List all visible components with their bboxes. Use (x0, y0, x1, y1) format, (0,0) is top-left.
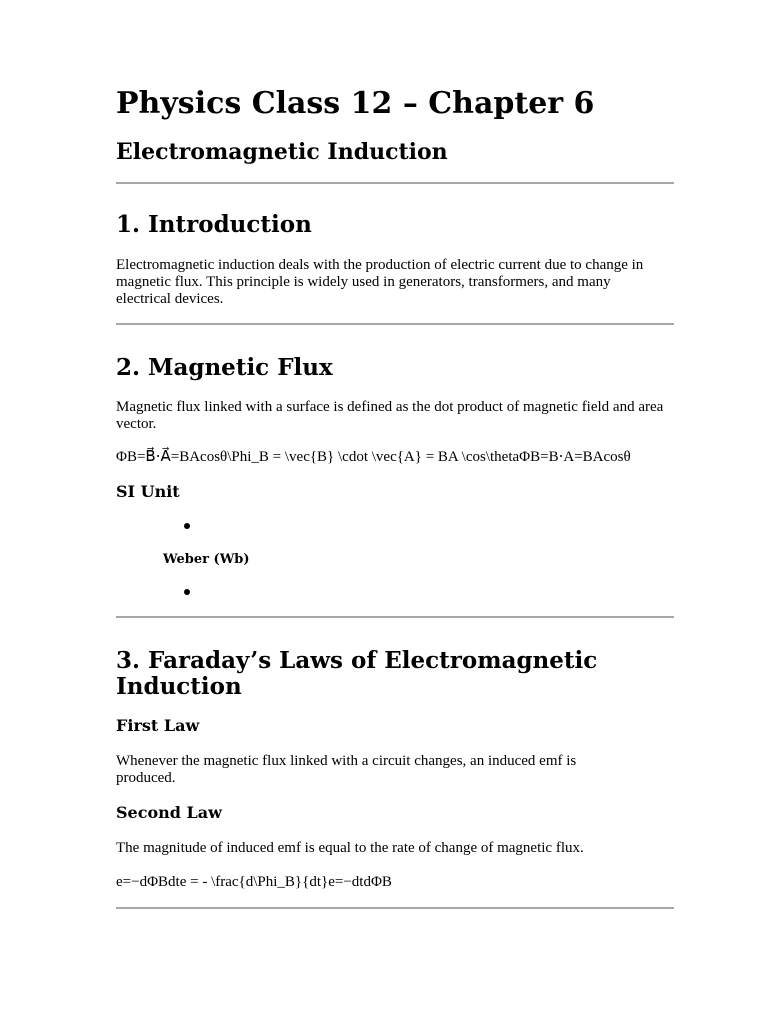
divider (116, 616, 674, 618)
magnetic-flux-formula: ΦB=B⃗⋅A⃗=BAcosθ\Phi_B = \vec{B} \cdot \vec{A} = BA \cos\thetaΦB​=B⋅A=BAcosθ (116, 449, 631, 465)
page-subtitle: Electromagnetic Induction (116, 139, 448, 165)
list-bullet (184, 523, 190, 529)
page-title: Physics Class 12 – Chapter 6 (116, 86, 595, 121)
divider (116, 907, 674, 909)
si-unit-heading: SI Unit (116, 482, 180, 501)
list-bullet (184, 589, 190, 595)
first-law-paragraph: Whenever the magnetic flux linked with a circuit changes, an induced emf is produced. (116, 753, 577, 786)
section-heading-magnetic-flux: 2. Magnetic Flux (116, 354, 333, 381)
first-law-heading: First Law (116, 716, 200, 735)
second-law-formula: e=−dΦBdte = - \frac{d\Phi_B}{dt}e=−dtdΦB​​ (116, 874, 392, 890)
magnetic-flux-paragraph: Magnetic flux linked with a surface is defined as the dot product of magnetic field and area vector. (116, 399, 664, 432)
introduction-paragraph: Electromagnetic induction deals with the production of electric current due to change in magnetic flux. This principle is widely used in generators, transformers, and many electrical devices. (116, 257, 644, 307)
section-heading-introduction: 1. Introduction (116, 211, 312, 238)
section-heading-faradays-laws: 3. Faraday’s Laws of Electromagnetic Induction (116, 647, 598, 700)
second-law-heading: Second Law (116, 803, 222, 822)
divider (116, 182, 674, 184)
second-law-paragraph: The magnitude of induced emf is equal to the rate of change of magnetic flux. (116, 840, 584, 856)
si-unit-value: Weber (Wb) (163, 552, 250, 567)
divider (116, 323, 674, 325)
